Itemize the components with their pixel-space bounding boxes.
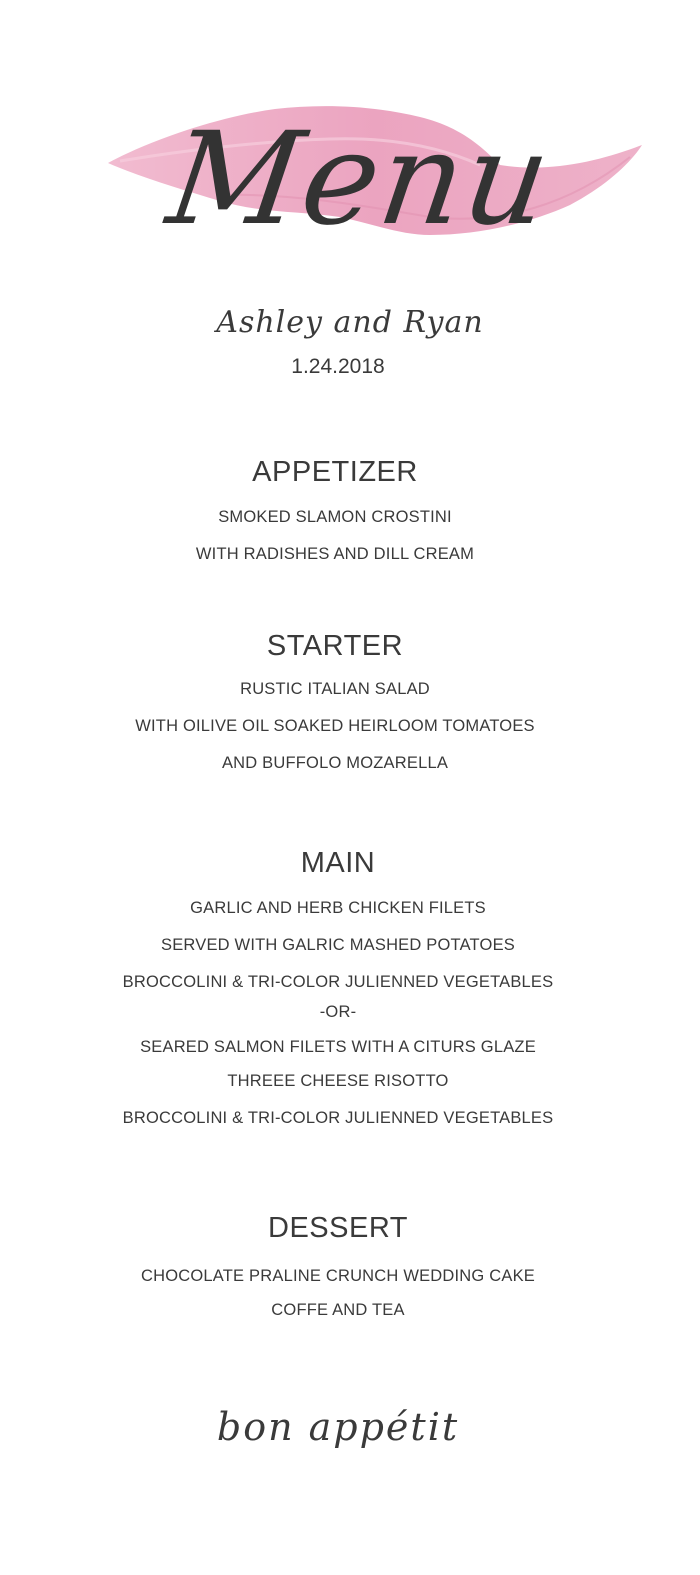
section-title-main: MAIN [300, 847, 376, 879]
menu-item-or-divider: -OR- [319, 1003, 357, 1021]
event-date: 1.24.2018 [291, 355, 385, 378]
closing-message: bon appétit [216, 1405, 460, 1449]
menu-item: BROCCOLINI & TRI-COLOR JULIENNED VEGETABLES [122, 973, 554, 991]
menu-item: CHOCOLATE PRALINE CRUNCH WEDDING CAKE [141, 1267, 535, 1285]
menu-item: SERVED WITH GALRIC MASHED POTATOES [161, 936, 515, 954]
couple-names: Ashley and Ryan [216, 305, 484, 340]
menu-title: Menu [159, 105, 561, 254]
menu-item: GARLIC AND HERB CHICKEN FILETS [190, 899, 486, 917]
section-title-appetizer: APPETIZER [252, 456, 418, 488]
menu-item: AND BUFFOLO MOZARELLA [221, 754, 449, 772]
menu-item: SMOKED SLAMON CROSTINI [218, 508, 452, 526]
menu-item: THREEE CHEESE RISOTTO [227, 1072, 449, 1090]
section-title-starter: STARTER [266, 630, 404, 662]
menu-item: WITH RADISHES AND DILL CREAM [195, 545, 475, 563]
section-title-dessert: DESSERT [268, 1212, 408, 1244]
menu-item: WITH OILIVE OIL SOAKED HEIRLOOM TOMATOES [135, 717, 535, 735]
menu-item: RUSTIC ITALIAN SALAD [240, 680, 430, 698]
menu-header [100, 95, 660, 285]
menu-item: BROCCOLINI & TRI-COLOR JULIENNED VEGETABLES [122, 1109, 554, 1127]
menu-item: COFFE AND TEA [271, 1301, 405, 1319]
menu-item: SEARED SALMON FILETS WITH A CITURS GLAZE [140, 1038, 536, 1056]
